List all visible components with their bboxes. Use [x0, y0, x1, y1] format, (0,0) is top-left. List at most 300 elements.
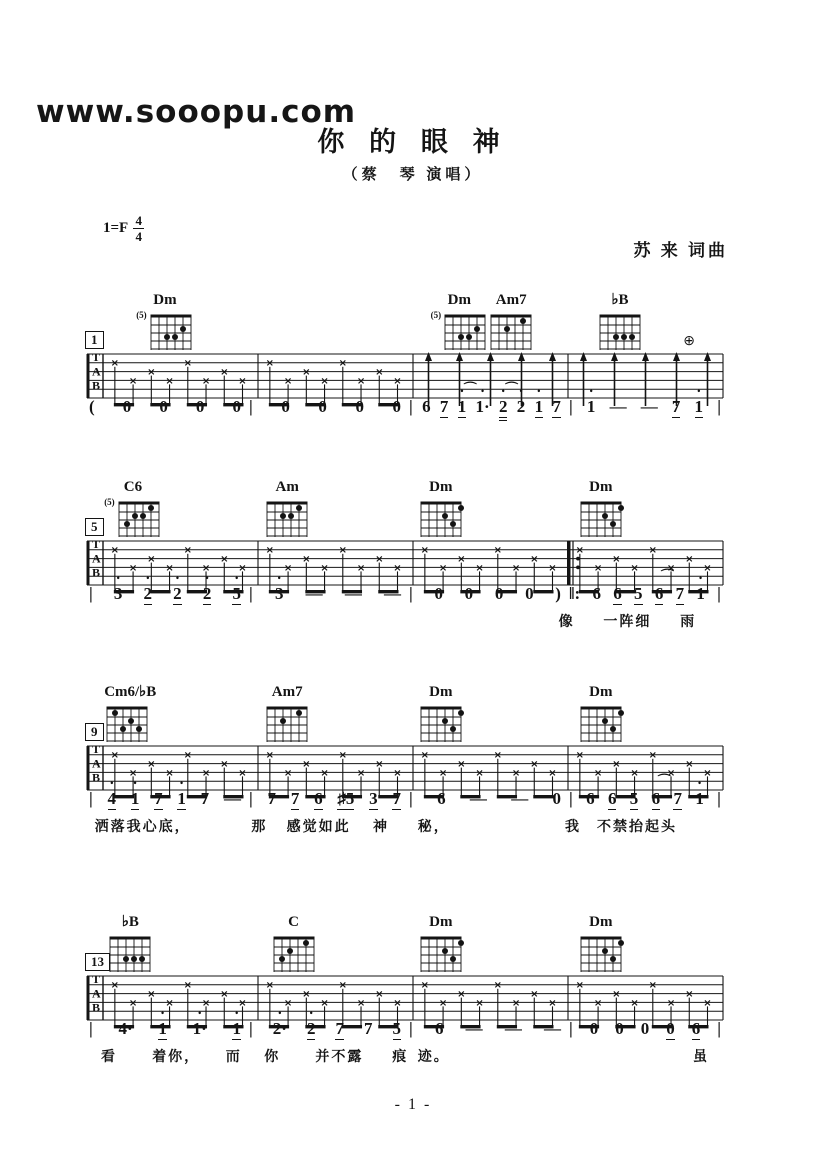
svg-text:×: × [648, 980, 657, 992]
chord-Dm [431, 293, 489, 353]
melody-measure [245, 396, 405, 417]
system-9 [85, 685, 725, 855]
svg-text:×: × [165, 767, 174, 779]
chord-C [271, 915, 317, 975]
melody-note: • 1· [476, 396, 490, 417]
barline-open: | [569, 1019, 573, 1038]
chord-diagram-row [104, 701, 156, 745]
svg-text:×: × [685, 759, 694, 770]
chord-diagram-row [488, 309, 534, 353]
svg-text:×: × [612, 989, 621, 1000]
svg-text:×: × [612, 554, 621, 565]
barline-open: | [89, 1019, 93, 1038]
chord-name: Am7 [271, 684, 303, 700]
chord-Dm [418, 685, 464, 745]
melody-note: 4· [118, 1019, 133, 1038]
svg-text:×: × [302, 759, 311, 770]
chord-Cm6/♭B [104, 685, 156, 745]
chord-name: Dm [589, 684, 613, 700]
chord-position-label: (5) [104, 497, 115, 507]
melody-note: — [384, 584, 401, 603]
chord-grid [271, 931, 317, 975]
chord-name: Am [275, 479, 299, 495]
jianpu-number-row [85, 583, 725, 605]
melody-note: 0 [232, 397, 241, 416]
chord-diagram-row [271, 931, 317, 975]
lyric-segment: 看 [101, 1050, 117, 1065]
chord-name: Dm [153, 292, 177, 308]
chord-name: ♭B [121, 914, 139, 930]
melody-note: 7 [291, 788, 300, 810]
svg-text:×: × [438, 767, 448, 779]
svg-text:×: × [648, 750, 657, 762]
melody-note: • 2 [203, 583, 212, 605]
melody-note: • 2 [144, 583, 153, 605]
melody-note: • 3 [114, 583, 123, 604]
svg-text:×: × [165, 562, 174, 574]
barline-open: ‖: [569, 584, 581, 603]
svg-text:×: × [438, 997, 448, 1009]
lyric-segment: 感觉如此 [286, 820, 351, 835]
time-bottom: 4 [135, 229, 142, 245]
melody-note: • 1 [232, 1018, 241, 1040]
lyric-segment: 像 [558, 615, 575, 630]
svg-text:×: × [666, 767, 676, 779]
melody-note: • 1· [193, 1018, 207, 1039]
time-signature [133, 214, 144, 243]
system-1 [85, 293, 725, 463]
svg-text:×: × [493, 750, 502, 762]
svg-text:×: × [238, 562, 247, 574]
svg-text:×: × [220, 367, 229, 378]
melody-note: — [640, 397, 658, 416]
lyric-segment: 你 [264, 1050, 281, 1065]
svg-text:A: A [92, 364, 101, 379]
svg-text:×: × [110, 358, 120, 370]
melody-note: 7 [672, 396, 681, 418]
lyric-segment: 并不露 [315, 1050, 364, 1065]
barline-open: | [89, 789, 93, 808]
melody-note: 0 [589, 1019, 599, 1038]
lyric-segment: 着你， [152, 1050, 201, 1065]
melody-note: — [469, 789, 487, 808]
melody-note: • 2 [173, 583, 182, 605]
chord-name: Dm [589, 914, 613, 930]
melody-note: 6 ⌒ [655, 583, 664, 605]
melody-note: 6 [437, 789, 446, 808]
melody-note: 0 [666, 1018, 675, 1040]
svg-text:×: × [575, 980, 585, 992]
svg-text:×: × [128, 997, 138, 1009]
chord-grid [116, 496, 162, 540]
svg-text:×: × [147, 989, 156, 1000]
chord-diagram-row [431, 309, 489, 353]
melody-note: • 1 [587, 396, 596, 417]
barline-open: | [249, 584, 253, 603]
svg-text:×: × [338, 358, 347, 370]
svg-text:×: × [320, 997, 329, 1009]
melody-note: — [223, 789, 241, 808]
chord-position-label: (5) [430, 310, 442, 320]
svg-text:T: T [92, 350, 101, 364]
melody-note: 0 [434, 584, 443, 603]
chord-diagram-row [418, 496, 464, 540]
svg-text:×: × [128, 562, 138, 574]
chord-name: Am7 [495, 292, 527, 308]
svg-text:×: × [356, 997, 366, 1009]
chord-diagram-row [578, 701, 624, 745]
measure-number-box: 5 [85, 518, 104, 536]
svg-text:×: × [265, 358, 275, 370]
chord-name: Dm [429, 684, 453, 700]
svg-text:×: × [575, 545, 585, 557]
svg-text:×: × [375, 367, 384, 378]
page-number: - 1 - [394, 1096, 432, 1113]
chord-grid [107, 931, 153, 975]
chord-Dm [578, 915, 624, 975]
chord-grid [418, 931, 464, 975]
measure-number-box: 9 [85, 723, 104, 741]
svg-text:×: × [420, 545, 430, 557]
chord-diagram-row [104, 496, 162, 540]
chord-grid [418, 496, 464, 540]
svg-text:A: A [92, 986, 101, 1001]
chord-♭B [597, 293, 643, 353]
svg-text:×: × [265, 750, 275, 762]
svg-text:×: × [183, 545, 192, 557]
melody-note: 6 [586, 789, 595, 808]
barline-open: | [409, 584, 413, 603]
barline-open: | [249, 1019, 253, 1038]
system-13 [85, 915, 725, 1085]
svg-text:×: × [393, 562, 402, 574]
melody-note: 7 [676, 583, 685, 605]
melody-note: 7 [267, 789, 277, 808]
melody-measure [85, 583, 245, 605]
svg-text:×: × [128, 375, 138, 387]
svg-text:×: × [283, 997, 293, 1009]
svg-text:×: × [530, 989, 539, 1000]
chord-grid [418, 701, 464, 745]
svg-text:×: × [593, 767, 603, 779]
system-5 [85, 480, 725, 650]
svg-text:×: × [147, 367, 156, 378]
svg-text:×: × [548, 997, 557, 1009]
melody-measure [245, 583, 405, 604]
measure-number-box: 1 [85, 331, 104, 349]
melody-note: 0 [525, 584, 534, 603]
melody-note: 7 [154, 788, 163, 810]
melody-note: 0 [355, 397, 364, 416]
barline-open: | [249, 397, 253, 416]
svg-text:×: × [393, 997, 402, 1009]
chord-grid [264, 496, 310, 540]
chord-♭B [107, 915, 153, 975]
lyric-segment: 洒落我心底， [94, 820, 191, 835]
svg-text:B: B [92, 565, 101, 580]
svg-text:×: × [183, 980, 192, 992]
lyric-segment: 秘， [417, 820, 450, 835]
barline-open: | [409, 1019, 413, 1038]
melody-note: 0 [494, 584, 504, 603]
svg-text:B: B [92, 378, 101, 393]
chord-name: Dm [429, 479, 453, 495]
chord-name: Dm [589, 479, 613, 495]
melody-note: 3 [369, 788, 378, 810]
barline-close: | [717, 789, 721, 808]
svg-text:×: × [703, 997, 712, 1009]
melody-measure [405, 583, 565, 604]
melody-note: 7 [552, 396, 561, 418]
svg-text:T: T [92, 972, 101, 986]
svg-text:×: × [375, 759, 384, 770]
melody-note: 7 [440, 396, 449, 418]
svg-text:×: × [685, 989, 694, 1000]
svg-text:×: × [493, 545, 502, 557]
melody-note: • 1 [695, 396, 704, 418]
technique-circle-mark: ⊕ [683, 334, 695, 349]
melody-note: — [511, 789, 529, 808]
melody-measure [565, 788, 725, 810]
svg-text:×: × [220, 759, 229, 770]
svg-text:×: × [238, 997, 247, 1009]
chord-name: Dm [429, 914, 453, 930]
svg-text:×: × [338, 545, 347, 557]
svg-text:×: × [548, 562, 557, 574]
lyric-segment: 那 [251, 820, 268, 835]
chord-grid [597, 309, 643, 353]
svg-text:B: B [92, 770, 101, 785]
lyric-segment: 迹。 [417, 1050, 450, 1065]
barline-open: | [569, 397, 573, 416]
melody-note: 6 [314, 788, 323, 810]
chord-Am [264, 480, 310, 540]
lyric-segment: 我 [565, 820, 581, 835]
melody-note: 0 [281, 397, 290, 416]
svg-text:×: × [110, 980, 120, 992]
lyrics-row [85, 816, 725, 838]
key-signature [103, 214, 144, 243]
svg-text:×: × [457, 554, 466, 565]
melody-note: • 1 [535, 396, 544, 418]
barline-close: | [717, 584, 721, 603]
svg-text:×: × [703, 767, 712, 779]
svg-text:×: × [302, 989, 311, 1000]
melody-note: 0 [552, 789, 561, 808]
chord-Dm [418, 915, 464, 975]
melody-note: 5 [393, 1018, 402, 1040]
svg-text:×: × [283, 375, 293, 387]
melody-note: 6 [613, 583, 622, 605]
melody-note: 6 [608, 788, 617, 810]
svg-text:×: × [320, 375, 329, 387]
barline-close: | [717, 397, 721, 416]
svg-text:×: × [438, 562, 448, 574]
melody-note: 0 [318, 397, 327, 416]
chord-Am7 [488, 293, 534, 353]
melody-note: 5 [630, 788, 639, 810]
melody-note: • 3 [275, 583, 284, 604]
barline-open: | [409, 789, 413, 808]
melody-note: 0 [122, 397, 132, 416]
lyric-segment: 虽 [693, 1050, 709, 1065]
svg-text:×: × [302, 367, 311, 378]
lyrics-row [85, 611, 725, 633]
chord-name: Dm [447, 292, 471, 308]
melody-note: 6 [592, 584, 601, 603]
melody-note: 0 [159, 397, 168, 416]
chord-diagram-row [597, 309, 643, 353]
barline-open: ( [89, 397, 95, 416]
melody-note: • 1 [695, 788, 704, 809]
svg-text:×: × [201, 767, 211, 779]
svg-text:×: × [530, 554, 539, 565]
svg-text:×: × [283, 562, 293, 574]
chord-Dm [578, 685, 624, 745]
melody-measure [565, 396, 725, 418]
melody-note: — [305, 584, 323, 603]
svg-text:×: × [320, 767, 329, 779]
chord-grid [148, 309, 194, 353]
svg-text:×: × [666, 562, 676, 574]
melody-note: 0 [392, 397, 401, 416]
svg-text:×: × [593, 562, 603, 574]
measure-number-box: 13 [85, 953, 110, 971]
svg-text:×: × [110, 545, 120, 557]
melody-note: 7 [392, 788, 401, 810]
chord-grid [578, 931, 624, 975]
melody-note: — [504, 1019, 522, 1038]
svg-text:×: × [201, 375, 211, 387]
jianpu-number-row [85, 396, 725, 421]
chord-grid [578, 701, 624, 745]
svg-text:A: A [92, 551, 101, 566]
melody-note: • 1 [177, 788, 186, 810]
svg-text:×: × [183, 750, 192, 762]
svg-text:×: × [265, 545, 275, 557]
performer-subtitle: （蔡 琴 演唱） [342, 167, 484, 183]
svg-text:×: × [475, 562, 484, 574]
barline-open: | [89, 584, 93, 603]
melody-note: • 1 [131, 788, 140, 810]
melody-note: • 2· [273, 1018, 287, 1039]
chord-grid [264, 701, 310, 745]
svg-text:×: × [320, 562, 329, 574]
svg-text:×: × [511, 562, 521, 574]
melody-measure [85, 396, 245, 417]
chord-name: ♭B [611, 292, 629, 308]
svg-text:×: × [420, 750, 430, 762]
chord-grid [442, 309, 488, 353]
svg-text:×: × [648, 545, 657, 557]
svg-text:×: × [238, 767, 247, 779]
melody-measure [405, 788, 565, 809]
chord-diagram-row [136, 309, 194, 353]
svg-text:T: T [92, 537, 101, 551]
svg-text:×: × [511, 767, 521, 779]
melody-note: 7 [673, 788, 682, 810]
svg-text:×: × [685, 554, 694, 565]
time-top: 4 [135, 213, 142, 228]
chord-grid [488, 309, 534, 353]
melody-note: 6 [692, 1018, 701, 1040]
lyric-segment: 不禁抬起头 [597, 820, 677, 835]
svg-text:×: × [475, 997, 484, 1009]
melody-note: • 2 [307, 1018, 316, 1040]
svg-text:×: × [630, 767, 639, 779]
chord-diagram-row [418, 701, 464, 745]
svg-text:×: × [338, 980, 347, 992]
svg-text:×: × [338, 750, 347, 762]
melody-note: • 4 [108, 788, 117, 810]
svg-text:×: × [457, 759, 466, 770]
svg-text:×: × [575, 750, 585, 762]
svg-text:×: × [630, 997, 639, 1009]
melody-note: 0 [615, 1019, 624, 1038]
svg-text:B: B [92, 1000, 101, 1015]
melody-note: • 2 ⌒ [499, 396, 508, 421]
svg-text:×: × [420, 980, 430, 992]
svg-text:×: × [165, 997, 174, 1009]
melody-measure [405, 1018, 565, 1039]
chord-grid [104, 701, 150, 745]
svg-text:×: × [630, 562, 639, 574]
svg-text:×: × [511, 997, 521, 1009]
svg-text:×: × [548, 767, 557, 779]
svg-text:×: × [356, 375, 366, 387]
svg-text:×: × [375, 989, 384, 1000]
svg-text:×: × [265, 980, 275, 992]
chord-Dm [136, 293, 194, 353]
melody-measure [405, 396, 565, 421]
lyric-segment: 一阵细 [603, 615, 652, 630]
jianpu-number-row [85, 1018, 725, 1040]
melody-note: — [609, 397, 627, 416]
chord-name: C [288, 914, 300, 930]
melody-note: — [465, 1019, 483, 1038]
barline-close: | [717, 1019, 721, 1038]
svg-text:×: × [201, 997, 211, 1009]
chord-diagram-row [264, 496, 310, 540]
site-watermark: www.sooopu.com [36, 94, 357, 130]
svg-text:×: × [147, 554, 156, 565]
chord-Dm [418, 480, 464, 540]
melody-note: — [344, 584, 362, 603]
melody-note: 7 [363, 1019, 373, 1038]
svg-text:×: × [302, 554, 311, 565]
svg-text:×: × [457, 989, 466, 1000]
melody-measure [565, 1018, 725, 1040]
melody-measure [565, 583, 725, 605]
melody-measure [245, 788, 405, 810]
svg-text:×: × [110, 750, 120, 762]
barline-close: ) [555, 584, 561, 603]
chord-diagram-row [578, 931, 624, 975]
svg-text:×: × [356, 767, 366, 779]
melody-note: ♯5 [337, 788, 354, 810]
svg-text:×: × [165, 375, 174, 387]
chord-C6 [104, 480, 162, 540]
svg-text:×: × [283, 767, 293, 779]
barline-open: | [409, 397, 413, 416]
chord-diagram-row [264, 701, 310, 745]
melody-note: • 1 [696, 583, 705, 604]
svg-text:×: × [475, 767, 484, 779]
svg-text:×: × [238, 375, 247, 387]
melody-note: • 1 ⌒ [458, 396, 467, 418]
barline-open: | [249, 789, 253, 808]
jianpu-number-row [85, 788, 725, 810]
